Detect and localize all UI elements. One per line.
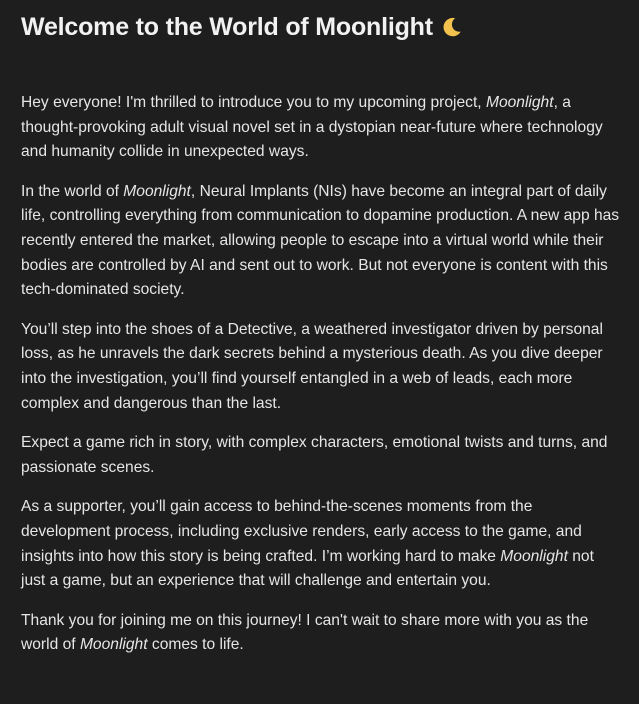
page-title xyxy=(21,10,621,44)
paragraph-text: comes to life. xyxy=(147,636,244,654)
paragraph-text: Thank you for joining me on this journey! I can't wait to share more with you as the world of xyxy=(21,611,589,654)
paragraph-text: Hey everyone! I'm thrilled to introduce you to my upcoming project, xyxy=(21,94,486,111)
paragraph-supporter xyxy=(21,495,621,593)
paragraph-text: , a thought-provoking adult visual novel set in a dystopian near-future where technology and humanity collide in unexpected ways. xyxy=(21,94,603,161)
paragraph-intro xyxy=(21,91,621,165)
paragraph-text: not just a game, but an experience that will challenge and entertain you. xyxy=(21,547,594,590)
paragraph-text: In the world of xyxy=(21,182,124,200)
paragraph-world xyxy=(21,180,621,303)
title-text: Welcome to the World of Moonlight xyxy=(21,13,433,41)
paragraph-text: As a supporter, you’ll gain access to behind-the-scenes moments from the development process, including exclusive renders, early access to the game, and insights into how this story is being crafted. I’m working hard to make xyxy=(21,498,582,565)
game-title-emphasis: Moonlight xyxy=(79,636,148,654)
paragraph-text: , Neural Implants (NIs) have become an integral part of daily life, controlling everything from communication to dopamine production. A new app has recently entered the market, allowing people to escape into a virtual world while their bodies are controlled by AI and sent out to work. But not everyone is content with this tech-dominated society. xyxy=(21,182,620,299)
crescent-moon-icon xyxy=(441,16,463,38)
paragraph-expect: Expect a game rich in story, with complex characters, emotional twists and turns, and passionate scenes. xyxy=(21,434,608,476)
paragraph-thanks xyxy=(21,609,621,658)
game-title-emphasis: Moonlight xyxy=(123,182,191,200)
game-title-emphasis: Moonlight xyxy=(485,94,554,111)
game-title-emphasis: Moonlight xyxy=(500,547,568,565)
paragraph-detective: You’ll step into the shoes of a Detective, a weathered investigator driven by personal loss, as he unravels the dark secrets behind a mysterious death. As you dive deeper into the investigation, you’ll find yourself entangled in a web of leads, each more complex and dangerous than the last. xyxy=(21,320,603,412)
post-body xyxy=(21,91,621,658)
